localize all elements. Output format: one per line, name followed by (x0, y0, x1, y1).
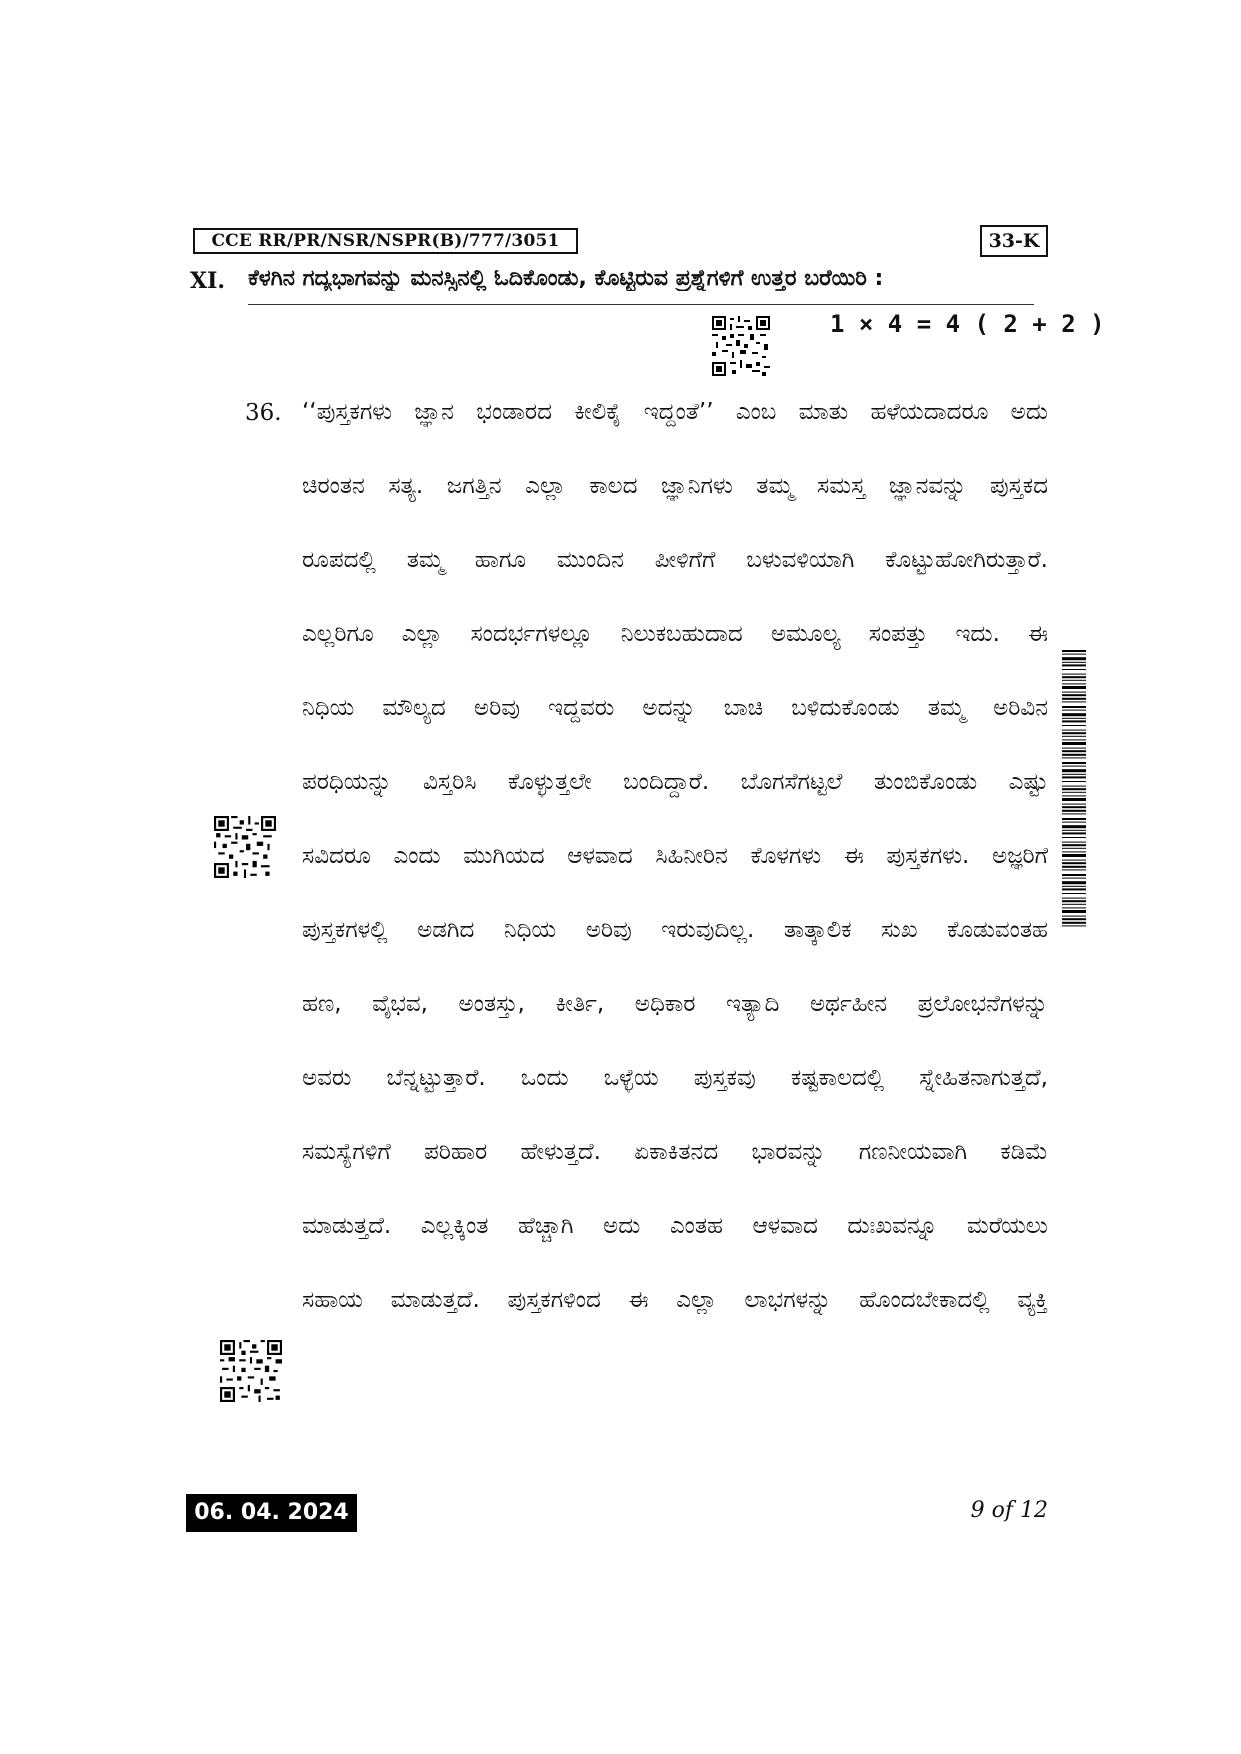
passage-line: ‘‘ಪುಸ್ತಕಗಳು ಜ್ಞಾನ ಭಂಡಾರದ ಕೀಲಿಕೈ ಇದ್ದಂತೆ’’ ಎಂಬ ಮಾತು ಹಳೆಯದಾದರೂ ಅದು (302, 399, 1048, 425)
barcode-bar (1062, 888, 1086, 890)
barcode-bar (1062, 710, 1086, 711)
barcode-bar (1062, 692, 1086, 693)
barcode-bar (1062, 662, 1086, 663)
barcode-bar (1062, 806, 1086, 808)
instruction-underline (248, 304, 1034, 305)
passage-line: ಹಣ, ವೈಭವ, ಅಂತಸ್ತು, ಕೀರ್ತಿ, ಅಧಿಕಾರ ಇತ್ಯಾದಿ ಅರ್ಥಹೀನ ಪ್ರಲೋಭನೆಗಳನ್ನು (302, 991, 1048, 1017)
barcode-bar (1062, 792, 1086, 793)
barcode-bar (1062, 878, 1086, 879)
barcode-bar (1062, 893, 1086, 894)
barcode-bar (1062, 720, 1086, 722)
qr-code-icon (214, 816, 276, 878)
barcode-bar (1062, 898, 1086, 899)
barcode-bar (1062, 732, 1086, 734)
barcode-bar (1062, 822, 1086, 823)
barcode-bar (1062, 810, 1086, 812)
barcode-bar (1062, 886, 1086, 887)
qr-code-graphic (214, 816, 276, 878)
barcode-graphic (1062, 650, 1086, 930)
section-number: XI. (190, 268, 226, 294)
passage-line: ಮಾಡುತ್ತದೆ. ಎಲ್ಲಕ್ಕಿಂತ ಹೆಚ್ಚಾಗಿ ಅದು ಎಂತಹ ಆಳವಾದ ದುಃಖವನ್ನೂ ಮರೆಯಲು (302, 1213, 1048, 1239)
barcode-bar (1062, 774, 1086, 775)
passage-line: ಪರಧಿಯನ್ನು ವಿಸ್ತರಿಸಿ ಕೊಳ್ಳುತ್ತಲೇ ಬಂದಿದ್ದಾರೆ. ಬೊಗಸೆಗಟ್ಟಲೆ ತುಂಬಿಕೊಂಡು ಎಷ್ಟು (302, 769, 1048, 795)
barcode-bar (1062, 851, 1086, 852)
barcode-bar (1062, 701, 1086, 702)
barcode-bar (1062, 860, 1086, 861)
barcode-bar (1062, 781, 1086, 782)
qr-code-icon (712, 316, 770, 376)
barcode-bar (1062, 818, 1086, 820)
passage-line: ಚಿರಂತನ ಸತ್ಯ. ಜಗತ್ತಿನ ಎಲ್ಲಾ ಕಾಲದ ಜ್ಞಾನಿಗಳು ತಮ್ಮ ಸಮಸ್ತ ಜ್ಞಾನವನ್ನು ಪುಸ್ತಕದ (302, 473, 1048, 499)
barcode-bar (1062, 694, 1086, 696)
page-number: 9 of 12 (970, 1498, 1048, 1523)
barcode-bar (1062, 866, 1086, 868)
barcode-bar (1062, 750, 1086, 752)
barcode-bar (1062, 718, 1086, 719)
qr-code-graphic (220, 1340, 282, 1402)
barcode-bar (1062, 813, 1086, 814)
barcode-bar (1062, 769, 1086, 772)
passage-line: ಅವರು ಬೆನ್ನಟ್ಟುತ್ತಾರೆ. ಒಂದು ಒಳ್ಳೆಯ ಪುಸ್ತಕವು ಕಷ್ಟಕಾಲದಲ್ಲಿ ಸ್ನೇಹಿತನಾಗುತ್ತದೆ, (302, 1065, 1048, 1091)
barcode-bar (1062, 680, 1086, 681)
barcode-bar (1062, 844, 1086, 846)
barcode-icon (1062, 650, 1086, 934)
barcode-bar (1062, 686, 1086, 689)
barcode-bar (1062, 825, 1086, 828)
passage-line: ಸವಿದರೂ ಎಂದು ಮುಗಿಯದ ಆಳವಾದ ಸಿಹಿನೀರಿನ ಕೊಳಗಳು ಈ ಪುಸ್ತಕಗಳು. ಅಜ್ಞರಿಗೆ (302, 843, 1048, 869)
series-code: 33-K (980, 225, 1048, 257)
paper-code: CCE RR/PR/NSR/NSPR(B)/777/3051 (193, 228, 578, 254)
barcode-bar (1062, 874, 1086, 876)
barcode-bar (1062, 657, 1086, 660)
passage-line: ಪುಸ್ತಕಗಳಲ್ಲಿ ಅಡಗಿದ ನಿಧಿಯ ಅರಿವು ಇರುವುದಿಲ್ಲ. ತಾತ್ಕಾಲಿಕ ಸುಖ ಕೊಡುವಂತಹ (302, 917, 1048, 943)
barcode-bar (1062, 762, 1086, 764)
barcode-bar (1062, 766, 1086, 767)
question-number: 36. (245, 400, 282, 426)
barcode-bar (1062, 683, 1086, 684)
barcode-bar (1062, 842, 1086, 843)
passage-line: ಎಲ್ಲರಿಗೂ ಎಲ್ಲಾ ಸಂದರ್ಭಗಳಲ್ಲೂ ನಿಲುಕಬಹುದಾದ ಅಮೂಲ್ಯ ಸಂಪತ್ತು ಇದು. ಈ (302, 621, 1048, 647)
passage-line: ಸಹಾಯ ಮಾಡುತ್ತದೆ. ಪುಸ್ತಕಗಳಿಂದ ಈ ಎಲ್ಲಾ ಲಾಭಗಳನ್ನು ಹೊಂದಬೇಕಾದಲ್ಲಿ ವ್ಯಕ್ತಿ (302, 1287, 1048, 1313)
barcode-bar (1062, 786, 1086, 787)
passage-line: ನಿಧಿಯ ಮೌಲ್ಯದ ಅರಿವು ಇದ್ದವರು ಅದನ್ನು ಬಾಚಿ ಬಳಿದುಕೊಂಡು ತಮ್ಮ ಅರಿವಿನ (302, 695, 1048, 721)
qr-code-icon (220, 1340, 282, 1402)
qr-code-graphic (712, 316, 770, 376)
barcode-bar (1062, 848, 1086, 849)
barcode-bar (1062, 776, 1086, 778)
barcode-bar (1062, 795, 1086, 796)
barcode-bar (1062, 900, 1086, 902)
barcode-bar (1062, 918, 1086, 920)
barcode-bar (1062, 910, 1086, 913)
passage-line: ಸಮಸ್ಯೆಗಳಿಗೆ ಪರಿಹಾರ ಹೇಳುತ್ತದೆ. ಏಕಾಕಿತನದ ಭಾರವನ್ನು ಗಣನೀಯವಾಗಿ ಕಡಿಮೆ (302, 1139, 1048, 1165)
section-instruction: ಕೆಳಗಿನ ಗದ್ಯಭಾಗವನ್ನು ಮನಸ್ಸಿನಲ್ಲಿ ಓದಿಕೊಂಡು, ಕೊಟ್ಟಿರುವ ಪ್ರಶ್ನೆಗಳಿಗೆ ಉತ್ತರ ಬರೆಯಿರಿ : (248, 266, 884, 291)
barcode-bar (1062, 788, 1086, 790)
marks-allocation: 1 × 4 = 4 ( 2 + 2 ) (830, 310, 1105, 338)
exam-date: 06. 04. 2024 (186, 1494, 357, 1532)
barcode-bar (1062, 654, 1086, 655)
barcode-bar (1062, 725, 1086, 726)
barcode-bar (1062, 916, 1086, 917)
barcode-bar (1062, 922, 1086, 924)
barcode-bar (1062, 757, 1086, 758)
barcode-bar (1062, 837, 1086, 838)
barcode-bar (1062, 664, 1086, 666)
barcode-bar (1062, 669, 1086, 670)
barcode-bar (1062, 713, 1086, 716)
barcode-bar (1062, 730, 1086, 731)
barcode-bar (1062, 736, 1086, 737)
barcode-bar (1062, 881, 1086, 884)
barcode-bar (1062, 742, 1086, 745)
barcode-bar (1062, 748, 1086, 749)
barcode-bar (1062, 925, 1086, 926)
barcode-bar (1062, 754, 1086, 756)
passage (302, 392, 1048, 1354)
barcode-bar (1062, 650, 1086, 652)
barcode-bar (1062, 832, 1086, 834)
barcode-bar (1062, 907, 1086, 908)
barcode-bar (1062, 869, 1086, 870)
barcode-bar (1062, 676, 1086, 678)
barcode-bar (1062, 862, 1086, 864)
barcode-bar (1062, 798, 1086, 801)
barcode-bar (1062, 804, 1086, 805)
passage-line: ರೂಪದಲ್ಲಿ ತಮ್ಮ ಹಾಗೂ ಮುಂದಿನ ಪೀಳಿಗೆಗೆ ಬಳುವಳಿಯಾಗಿ ಕೊಟ್ಟುಹೋಗಿರುತ್ತಾರೆ. (302, 547, 1048, 573)
barcode-bar (1062, 830, 1086, 831)
barcode-bar (1062, 698, 1086, 700)
barcode-bar (1062, 674, 1086, 675)
barcode-bar (1062, 904, 1086, 905)
barcode-bar (1062, 706, 1086, 708)
barcode-bar (1062, 854, 1086, 857)
barcode-bar (1062, 739, 1086, 740)
